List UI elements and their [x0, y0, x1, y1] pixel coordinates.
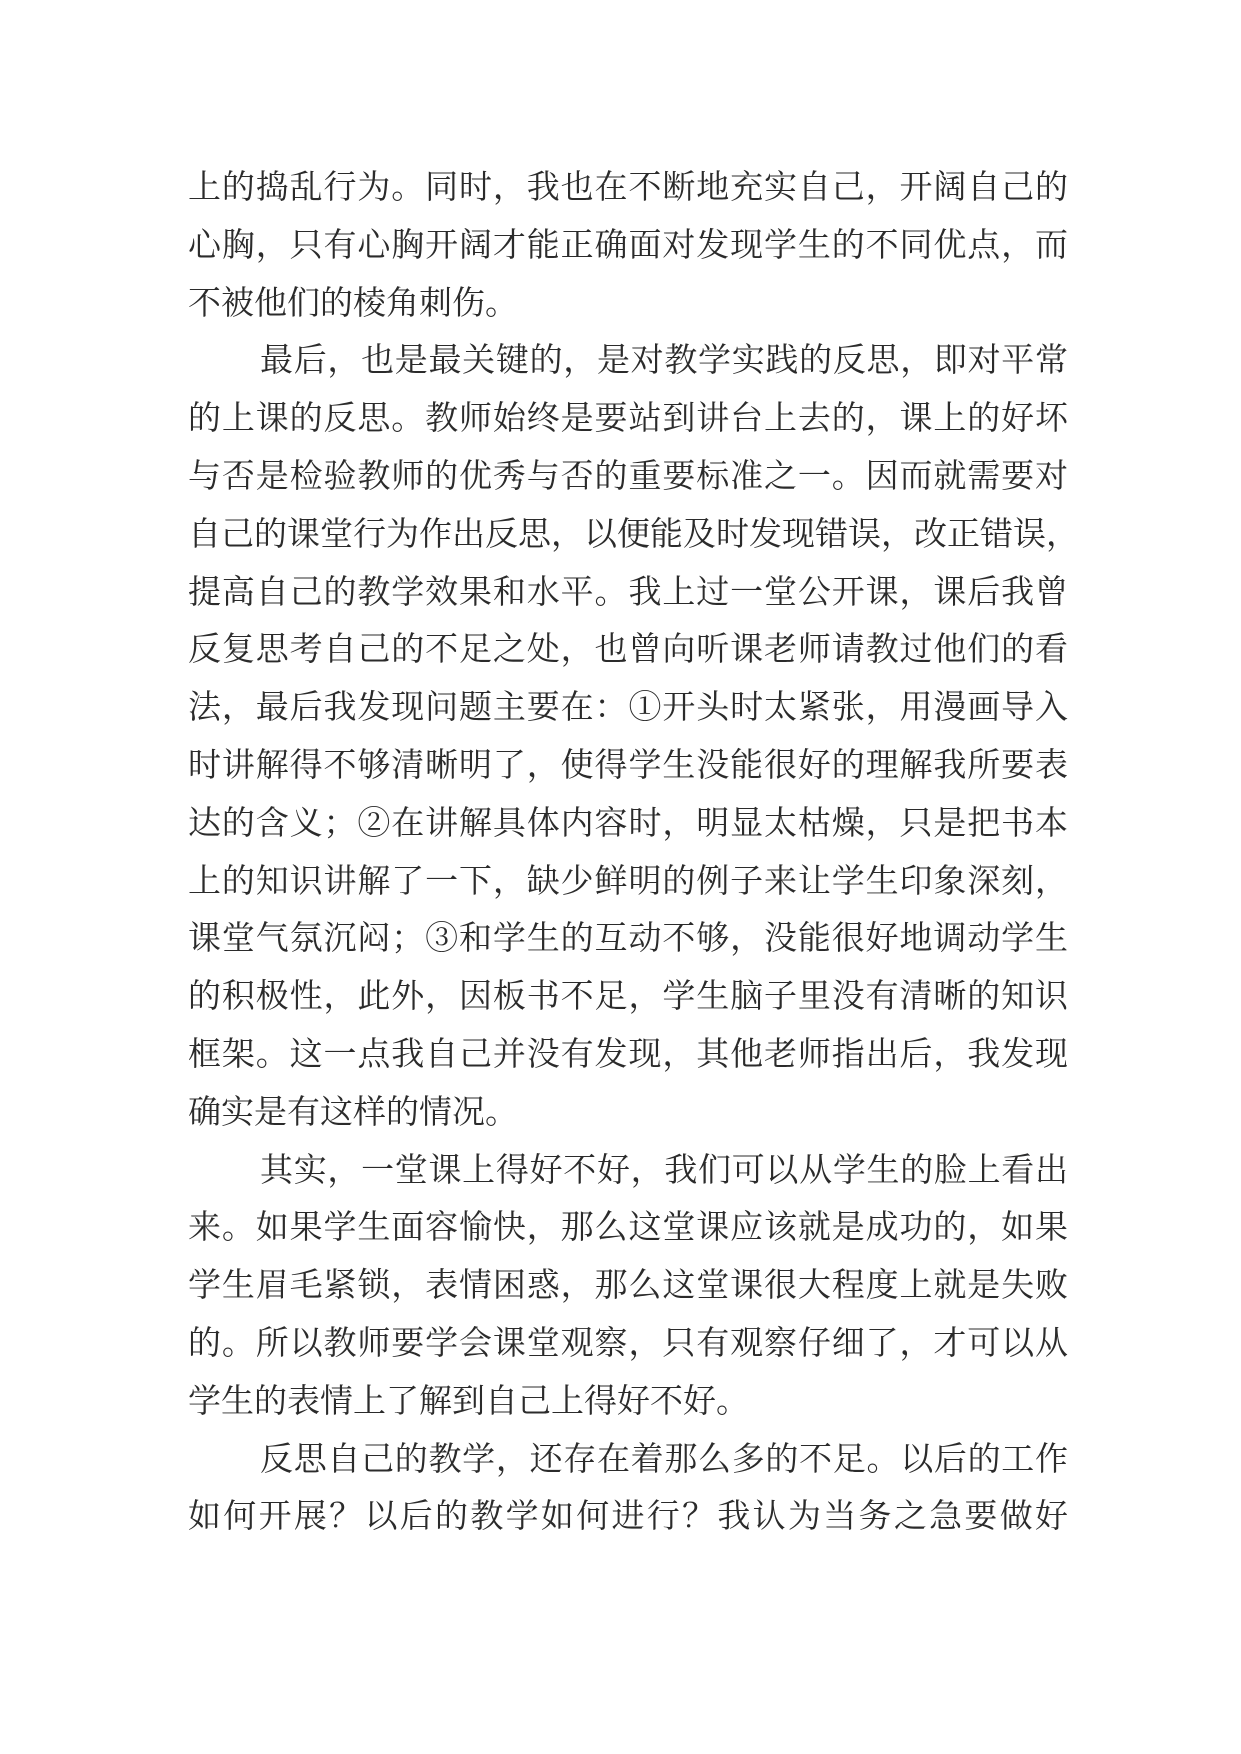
text-line: 框架。这一点我自己并没有发现，其他老师指出后，我发现: [188, 1033, 1068, 1073]
text-line: 法，最后我发现问题主要在：①开头时太紧张，用漫画导入: [188, 687, 1068, 727]
text-line: 学生眉毛紧锁，表情困惑，那么这堂课很大程度上就是失败: [188, 1265, 1068, 1305]
text-line: 其实，一堂课上得好不好，我们可以从学生的脸上看出: [260, 1149, 1068, 1189]
text-line: 的。所以教师要学会课堂观察，只有观察仔细了，才可以从: [188, 1322, 1068, 1362]
text-line: 来。如果学生面容愉快，那么这堂课应该就是成功的，如果: [188, 1207, 1068, 1247]
text-line: 反复思考自己的不足之处，也曾向听课老师请教过他们的看: [188, 629, 1068, 669]
text-line: 的上课的反思。教师始终是要站到讲台上去的，课上的好坏: [188, 398, 1068, 438]
text-line: 达的含义；②在讲解具体内容时，明显太枯燥，只是把书本: [188, 802, 1068, 842]
text-line: 上的知识讲解了一下，缺少鲜明的例子来让学生印象深刻，: [188, 860, 1068, 900]
text-line: 自己的课堂行为作出反思，以便能及时发现错误，改正错误，: [188, 513, 1079, 553]
text-line: 上的捣乱行为。同时，我也在不断地充实自己，开阔自己的: [188, 167, 1068, 206]
text-line: 的积极性，此外，因板书不足，学生脑子里没有清晰的知识: [188, 976, 1068, 1016]
text-line: 不被他们的棱角刺伤。: [188, 282, 518, 322]
text-line: 时讲解得不够清晰明了，使得学生没能很好的理解我所要表: [188, 744, 1068, 784]
text-line: 如何开展？以后的教学如何进行？我认为当务之急要做好: [188, 1496, 1068, 1536]
text-line: 学生的表情上了解到自己上得好不好。: [188, 1380, 749, 1420]
text-line: 课堂气氛沉闷；③和学生的互动不够，没能很好地调动学生: [188, 918, 1068, 958]
text-line: 提高自己的教学效果和水平。我上过一堂公开课，课后我曾: [188, 571, 1068, 611]
body-text: [188, 158, 1079, 1545]
text-line: 反思自己的教学，还存在着那么多的不足。以后的工作: [260, 1438, 1068, 1478]
text-line: 心胸，只有心胸开阔才能正确面对发现学生的不同优点，而: [188, 224, 1068, 264]
text-line: 与否是检验教师的优秀与否的重要标准之一。因而就需要对: [188, 455, 1068, 495]
text-line: 确实是有这样的情况。: [188, 1091, 518, 1131]
text-line: 最后，也是最关键的，是对教学实践的反思，即对平常: [260, 340, 1068, 380]
